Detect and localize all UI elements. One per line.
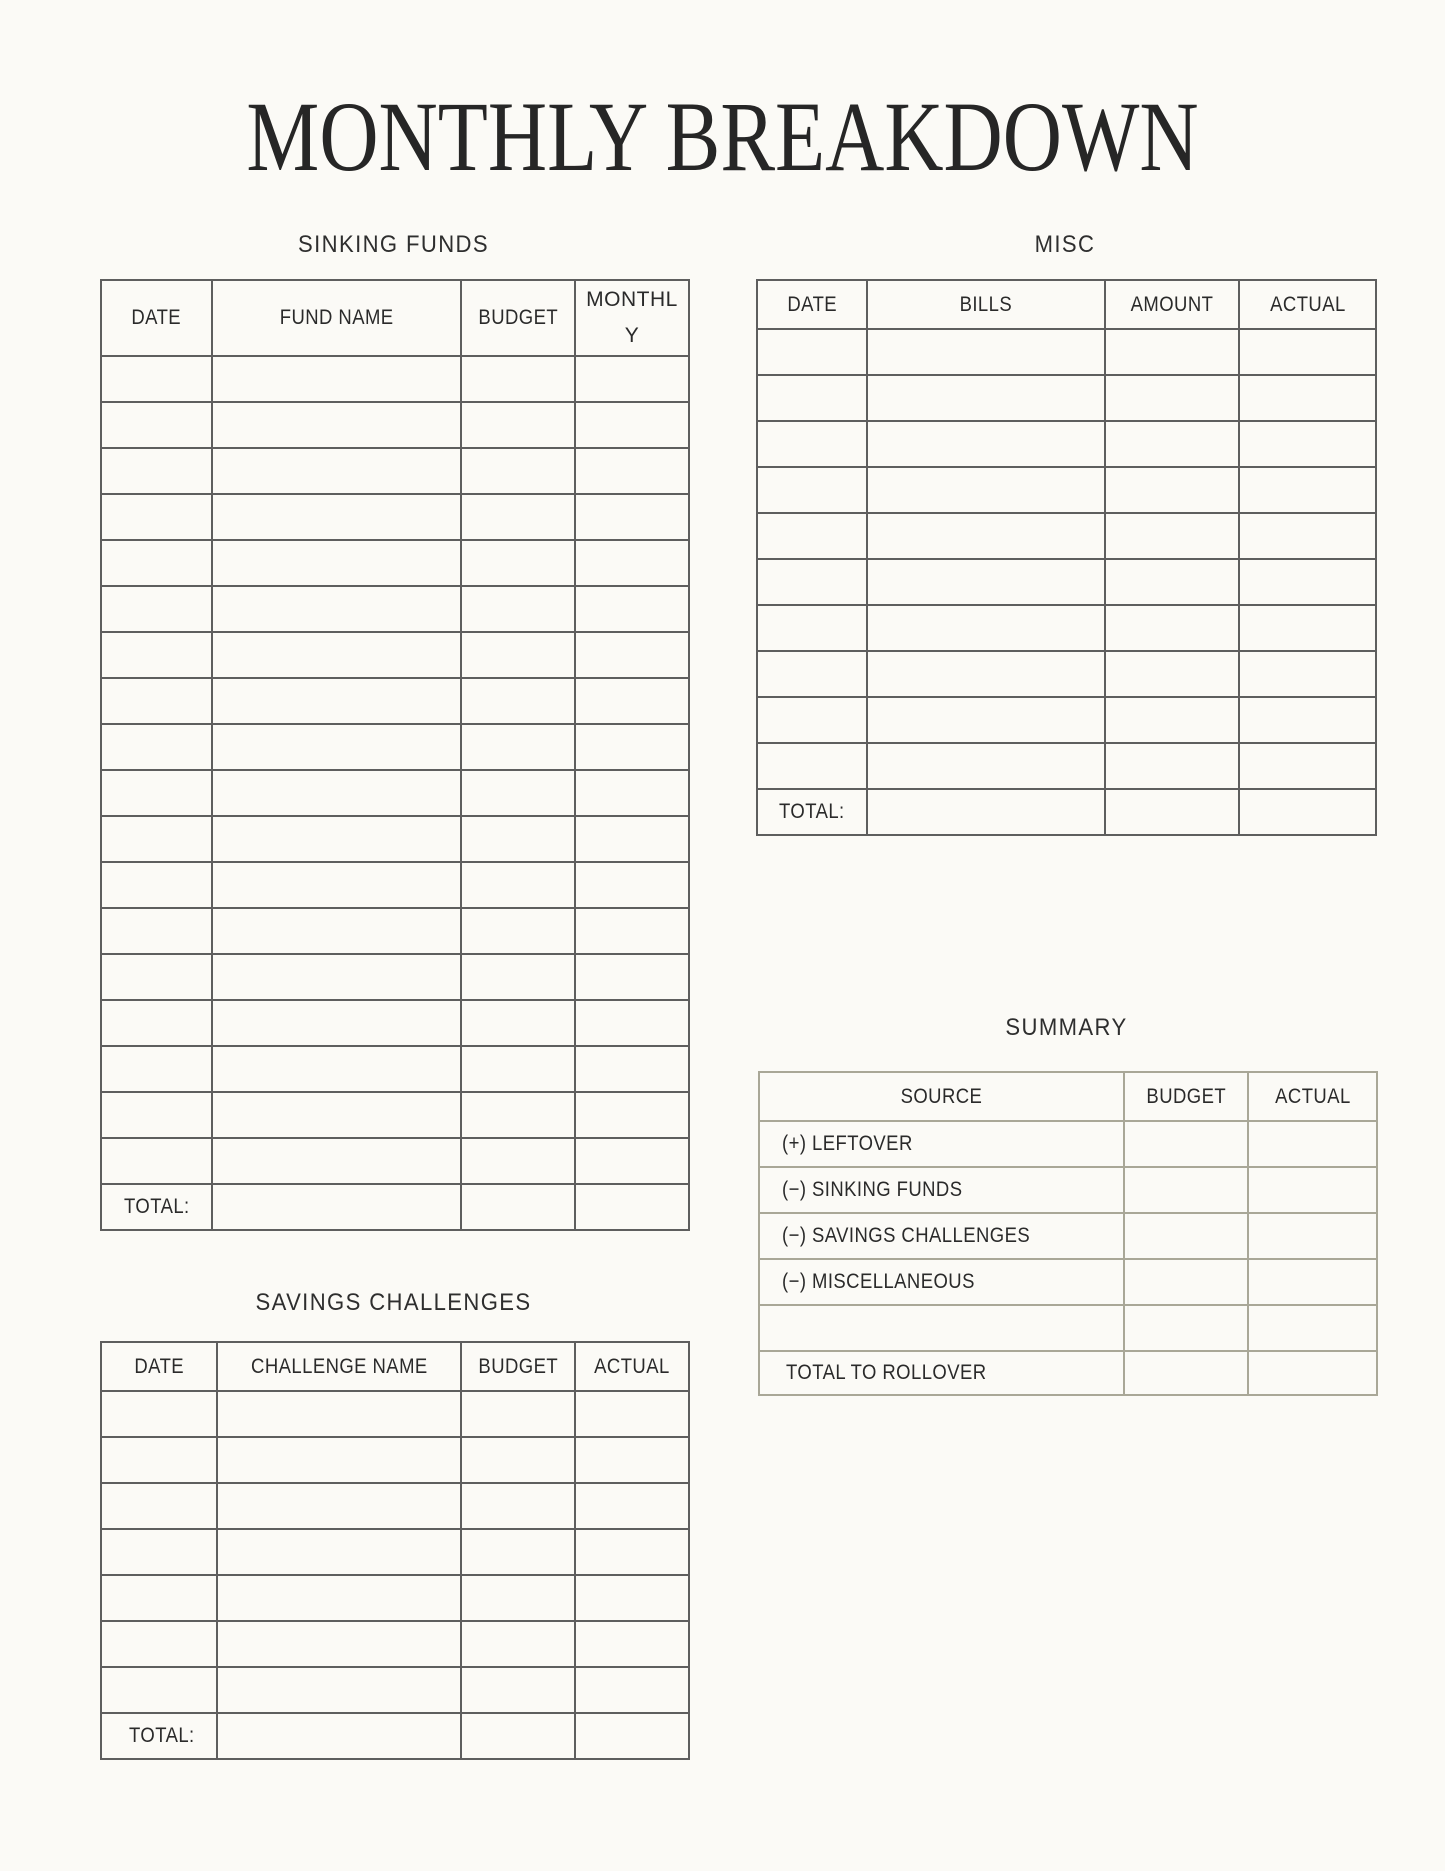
- blank-cell[interactable]: [212, 816, 461, 862]
- blank-cell[interactable]: [461, 862, 575, 908]
- blank-cell[interactable]: [575, 1138, 689, 1184]
- blank-cell[interactable]: [212, 908, 461, 954]
- table-row: [101, 448, 689, 494]
- blank-cell[interactable]: [212, 1138, 461, 1184]
- table-row: [757, 743, 1376, 789]
- blank-cell[interactable]: [1239, 513, 1376, 559]
- table-row: [101, 1437, 689, 1483]
- table-row: [757, 421, 1376, 467]
- column-header-budget: BUDGET: [461, 1342, 575, 1391]
- blank-cell[interactable]: [1239, 467, 1376, 513]
- summary-actual-cell[interactable]: [1248, 1305, 1377, 1351]
- blank-cell[interactable]: [212, 678, 461, 724]
- blank-cell[interactable]: [575, 540, 689, 586]
- blank-cell[interactable]: [757, 329, 867, 375]
- table-header-row: [759, 1072, 1377, 1121]
- blank-cell[interactable]: [575, 908, 689, 954]
- table-row: [757, 467, 1376, 513]
- blank-cell[interactable]: [461, 402, 575, 448]
- table-header-row: [101, 1342, 689, 1391]
- summary-actual-cell[interactable]: [1248, 1213, 1377, 1259]
- total-cell[interactable]: [461, 1713, 575, 1759]
- blank-cell[interactable]: [212, 1000, 461, 1046]
- blank-cell[interactable]: [212, 770, 461, 816]
- column-header-date: DATE: [101, 280, 212, 356]
- blank-cell[interactable]: [101, 448, 212, 494]
- blank-cell[interactable]: [212, 632, 461, 678]
- blank-cell[interactable]: [212, 954, 461, 1000]
- blank-cell[interactable]: [461, 448, 575, 494]
- table-header-row: [757, 280, 1376, 329]
- blank-cell[interactable]: [212, 862, 461, 908]
- table-row: [101, 1092, 689, 1138]
- table-row: [101, 540, 689, 586]
- blank-cell[interactable]: [101, 1437, 217, 1483]
- table-row: [101, 862, 689, 908]
- blank-cell[interactable]: [575, 1000, 689, 1046]
- blank-cell[interactable]: [461, 356, 575, 402]
- blank-cell[interactable]: [757, 467, 867, 513]
- blank-cell[interactable]: [1239, 375, 1376, 421]
- blank-cell[interactable]: [212, 1046, 461, 1092]
- savings-challenges-heading: SAVINGS CHALLENGES: [255, 1289, 532, 1316]
- blank-cell[interactable]: [757, 375, 867, 421]
- savings-challenges-table: [100, 1341, 690, 1760]
- blank-cell[interactable]: [1105, 605, 1239, 651]
- blank-cell[interactable]: [461, 632, 575, 678]
- blank-cell[interactable]: [575, 1621, 689, 1667]
- blank-cell[interactable]: [217, 1391, 461, 1437]
- table-row: [101, 1483, 689, 1529]
- table-row: [101, 770, 689, 816]
- blank-cell[interactable]: [1105, 421, 1239, 467]
- blank-cell[interactable]: [1105, 651, 1239, 697]
- summary-row-miscellaneous: [759, 1259, 1377, 1305]
- summary-budget-cell[interactable]: [1124, 1213, 1248, 1259]
- blank-cell[interactable]: [757, 421, 867, 467]
- blank-cell[interactable]: [867, 605, 1105, 651]
- summary-actual-cell[interactable]: [1248, 1167, 1377, 1213]
- blank-cell[interactable]: [757, 651, 867, 697]
- column-header-budget: BUDGET: [1124, 1072, 1248, 1121]
- blank-cell[interactable]: [575, 954, 689, 1000]
- blank-cell[interactable]: [461, 1529, 575, 1575]
- blank-cell[interactable]: [1105, 559, 1239, 605]
- blank-cell[interactable]: [212, 402, 461, 448]
- summary-actual-cell[interactable]: [1248, 1121, 1377, 1167]
- blank-cell[interactable]: [575, 1391, 689, 1437]
- blank-cell[interactable]: [212, 1092, 461, 1138]
- blank-cell[interactable]: [461, 586, 575, 632]
- column-header-actual: ACTUAL: [1248, 1072, 1377, 1121]
- blank-cell[interactable]: [461, 1667, 575, 1713]
- blank-cell[interactable]: [867, 375, 1105, 421]
- column-header-monthly: MONTHLY: [575, 280, 689, 356]
- blank-cell[interactable]: [575, 1667, 689, 1713]
- blank-cell[interactable]: [212, 494, 461, 540]
- blank-cell[interactable]: [575, 724, 689, 770]
- blank-cell[interactable]: [1239, 743, 1376, 789]
- blank-cell[interactable]: [212, 724, 461, 770]
- summary-source-cell[interactable]: [759, 1305, 1124, 1351]
- total-cell[interactable]: [1105, 789, 1239, 835]
- column-header-amount: AMOUNT: [1105, 280, 1239, 329]
- page-title: MONTHLY BREAKDOWN: [246, 81, 1199, 192]
- summary-source-label: (−) SAVINGS CHALLENGES: [759, 1213, 1124, 1259]
- table-row: [101, 724, 689, 770]
- blank-cell[interactable]: [757, 743, 867, 789]
- blank-cell[interactable]: [757, 513, 867, 559]
- blank-cell[interactable]: [1105, 375, 1239, 421]
- summary-row-total-rollover: [759, 1351, 1377, 1395]
- summary-actual-cell[interactable]: [1248, 1351, 1377, 1395]
- table-row: [101, 494, 689, 540]
- blank-cell[interactable]: [575, 1092, 689, 1138]
- blank-cell[interactable]: [575, 1437, 689, 1483]
- blank-cell[interactable]: [101, 1000, 212, 1046]
- blank-cell[interactable]: [101, 1092, 212, 1138]
- blank-cell[interactable]: [575, 770, 689, 816]
- blank-cell[interactable]: [575, 632, 689, 678]
- blank-cell[interactable]: [101, 586, 212, 632]
- total-cell[interactable]: [212, 1184, 461, 1230]
- sinking-funds-heading: SINKING FUNDS: [298, 231, 489, 258]
- blank-cell[interactable]: [101, 1529, 217, 1575]
- total-label: TOTAL:: [101, 1184, 212, 1230]
- blank-cell[interactable]: [101, 1621, 217, 1667]
- column-header-challenge-name: CHALLENGE NAME: [217, 1342, 461, 1391]
- blank-cell[interactable]: [217, 1437, 461, 1483]
- table-row: [101, 402, 689, 448]
- blank-cell[interactable]: [461, 678, 575, 724]
- blank-cell[interactable]: [461, 724, 575, 770]
- table-row: [101, 1046, 689, 1092]
- column-header-budget: BUDGET: [461, 280, 575, 356]
- blank-cell[interactable]: [575, 1483, 689, 1529]
- blank-cell[interactable]: [101, 724, 212, 770]
- blank-cell[interactable]: [1239, 559, 1376, 605]
- blank-cell[interactable]: [1239, 697, 1376, 743]
- blank-cell[interactable]: [461, 816, 575, 862]
- blank-cell[interactable]: [1105, 697, 1239, 743]
- column-header-date: DATE: [757, 280, 867, 329]
- blank-cell[interactable]: [575, 402, 689, 448]
- table-row: [101, 954, 689, 1000]
- summary-source-label: (+) LEFTOVER: [759, 1121, 1124, 1167]
- table-row: [101, 586, 689, 632]
- blank-cell[interactable]: [217, 1667, 461, 1713]
- blank-cell[interactable]: [575, 356, 689, 402]
- blank-cell[interactable]: [101, 1667, 217, 1713]
- blank-cell[interactable]: [101, 770, 212, 816]
- blank-cell[interactable]: [217, 1621, 461, 1667]
- column-header-source: SOURCE: [759, 1072, 1124, 1121]
- table-row: [101, 1391, 689, 1437]
- blank-cell[interactable]: [461, 1000, 575, 1046]
- summary-table: [758, 1071, 1378, 1396]
- blank-cell[interactable]: [867, 421, 1105, 467]
- blank-cell[interactable]: [461, 1575, 575, 1621]
- blank-cell[interactable]: [1105, 467, 1239, 513]
- table-header-row: [101, 280, 689, 356]
- summary-source-label: (−) SINKING FUNDS: [759, 1167, 1124, 1213]
- blank-cell[interactable]: [217, 1529, 461, 1575]
- table-row: [101, 816, 689, 862]
- blank-cell[interactable]: [461, 1391, 575, 1437]
- blank-cell[interactable]: [461, 1138, 575, 1184]
- blank-cell[interactable]: [461, 908, 575, 954]
- table-row: [757, 375, 1376, 421]
- total-row: [757, 789, 1376, 835]
- blank-cell[interactable]: [867, 743, 1105, 789]
- table-row: [757, 697, 1376, 743]
- blank-cell[interactable]: [867, 329, 1105, 375]
- total-cell[interactable]: [867, 789, 1105, 835]
- blank-cell[interactable]: [461, 1483, 575, 1529]
- blank-cell[interactable]: [867, 513, 1105, 559]
- blank-cell[interactable]: [757, 697, 867, 743]
- blank-cell[interactable]: [575, 678, 689, 724]
- summary-budget-cell[interactable]: [1124, 1259, 1248, 1305]
- table-row: [101, 356, 689, 402]
- blank-cell[interactable]: [101, 1391, 217, 1437]
- summary-source-label: (−) MISCELLANEOUS: [759, 1259, 1124, 1305]
- blank-cell[interactable]: [101, 908, 212, 954]
- blank-cell[interactable]: [212, 540, 461, 586]
- blank-cell[interactable]: [461, 1621, 575, 1667]
- table-row: [101, 1529, 689, 1575]
- summary-row-blank: [759, 1305, 1377, 1351]
- total-label: TOTAL:: [757, 789, 867, 835]
- total-row: [101, 1184, 689, 1230]
- summary-row-sinking-funds: [759, 1167, 1377, 1213]
- table-row: [101, 1667, 689, 1713]
- total-row: [101, 1713, 689, 1759]
- total-cell[interactable]: [1239, 789, 1376, 835]
- summary-budget-cell[interactable]: [1124, 1351, 1248, 1395]
- blank-cell[interactable]: [101, 1138, 212, 1184]
- blank-cell[interactable]: [575, 1529, 689, 1575]
- blank-cell[interactable]: [461, 1437, 575, 1483]
- summary-row-leftover: [759, 1121, 1377, 1167]
- column-header-date: DATE: [101, 1342, 217, 1391]
- summary-source-label: TOTAL TO ROLLOVER: [759, 1351, 1124, 1395]
- blank-cell[interactable]: [575, 1575, 689, 1621]
- table-row: [757, 329, 1376, 375]
- summary-budget-cell[interactable]: [1124, 1121, 1248, 1167]
- column-header-actual: ACTUAL: [575, 1342, 689, 1391]
- blank-cell[interactable]: [217, 1483, 461, 1529]
- total-cell[interactable]: [575, 1184, 689, 1230]
- table-row: [101, 908, 689, 954]
- table-row: [757, 513, 1376, 559]
- table-row: [101, 1575, 689, 1621]
- blank-cell[interactable]: [1239, 329, 1376, 375]
- blank-cell[interactable]: [575, 816, 689, 862]
- blank-cell[interactable]: [101, 632, 212, 678]
- table-row: [757, 605, 1376, 651]
- blank-cell[interactable]: [461, 540, 575, 586]
- table-row: [757, 559, 1376, 605]
- summary-heading: SUMMARY: [1005, 1014, 1128, 1041]
- misc-heading: MISC: [1034, 231, 1096, 258]
- blank-cell[interactable]: [461, 1046, 575, 1092]
- blank-cell[interactable]: [575, 448, 689, 494]
- total-label: TOTAL:: [101, 1713, 217, 1759]
- blank-cell[interactable]: [757, 559, 867, 605]
- blank-cell[interactable]: [867, 697, 1105, 743]
- blank-cell[interactable]: [101, 402, 212, 448]
- blank-cell[interactable]: [217, 1575, 461, 1621]
- blank-cell[interactable]: [1239, 651, 1376, 697]
- blank-cell[interactable]: [101, 862, 212, 908]
- total-cell[interactable]: [461, 1184, 575, 1230]
- sinking-funds-table: [100, 279, 690, 1231]
- blank-cell[interactable]: [101, 1046, 212, 1092]
- blank-cell[interactable]: [575, 1046, 689, 1092]
- blank-cell[interactable]: [461, 770, 575, 816]
- table-row: [101, 678, 689, 724]
- blank-cell[interactable]: [101, 816, 212, 862]
- table-row: [101, 1138, 689, 1184]
- blank-cell[interactable]: [867, 651, 1105, 697]
- table-row: [757, 651, 1376, 697]
- blank-cell[interactable]: [101, 356, 212, 402]
- column-header-fund-name: FUND NAME: [212, 280, 461, 356]
- blank-cell[interactable]: [1105, 329, 1239, 375]
- table-row: [101, 1000, 689, 1046]
- total-cell[interactable]: [575, 1713, 689, 1759]
- blank-cell[interactable]: [461, 494, 575, 540]
- blank-cell[interactable]: [575, 494, 689, 540]
- total-cell[interactable]: [217, 1713, 461, 1759]
- blank-cell[interactable]: [101, 540, 212, 586]
- blank-cell[interactable]: [101, 1575, 217, 1621]
- blank-cell[interactable]: [1105, 513, 1239, 559]
- blank-cell[interactable]: [1239, 421, 1376, 467]
- blank-cell[interactable]: [101, 678, 212, 724]
- blank-cell[interactable]: [101, 954, 212, 1000]
- blank-cell[interactable]: [461, 1092, 575, 1138]
- summary-budget-cell[interactable]: [1124, 1305, 1248, 1351]
- summary-budget-cell[interactable]: [1124, 1167, 1248, 1213]
- blank-cell[interactable]: [212, 448, 461, 494]
- column-header-actual: ACTUAL: [1239, 280, 1376, 329]
- blank-cell[interactable]: [1105, 743, 1239, 789]
- blank-cell[interactable]: [101, 1483, 217, 1529]
- blank-cell[interactable]: [757, 605, 867, 651]
- blank-cell[interactable]: [461, 954, 575, 1000]
- blank-cell[interactable]: [867, 467, 1105, 513]
- blank-cell[interactable]: [1239, 605, 1376, 651]
- summary-row-savings-challenges: [759, 1213, 1377, 1259]
- blank-cell[interactable]: [212, 586, 461, 632]
- blank-cell[interactable]: [101, 494, 212, 540]
- blank-cell[interactable]: [575, 586, 689, 632]
- table-row: [101, 1621, 689, 1667]
- misc-table: [756, 279, 1377, 836]
- blank-cell[interactable]: [212, 356, 461, 402]
- blank-cell[interactable]: [867, 559, 1105, 605]
- blank-cell[interactable]: [575, 862, 689, 908]
- summary-actual-cell[interactable]: [1248, 1259, 1377, 1305]
- column-header-bills: BILLS: [867, 280, 1105, 329]
- table-row: [101, 632, 689, 678]
